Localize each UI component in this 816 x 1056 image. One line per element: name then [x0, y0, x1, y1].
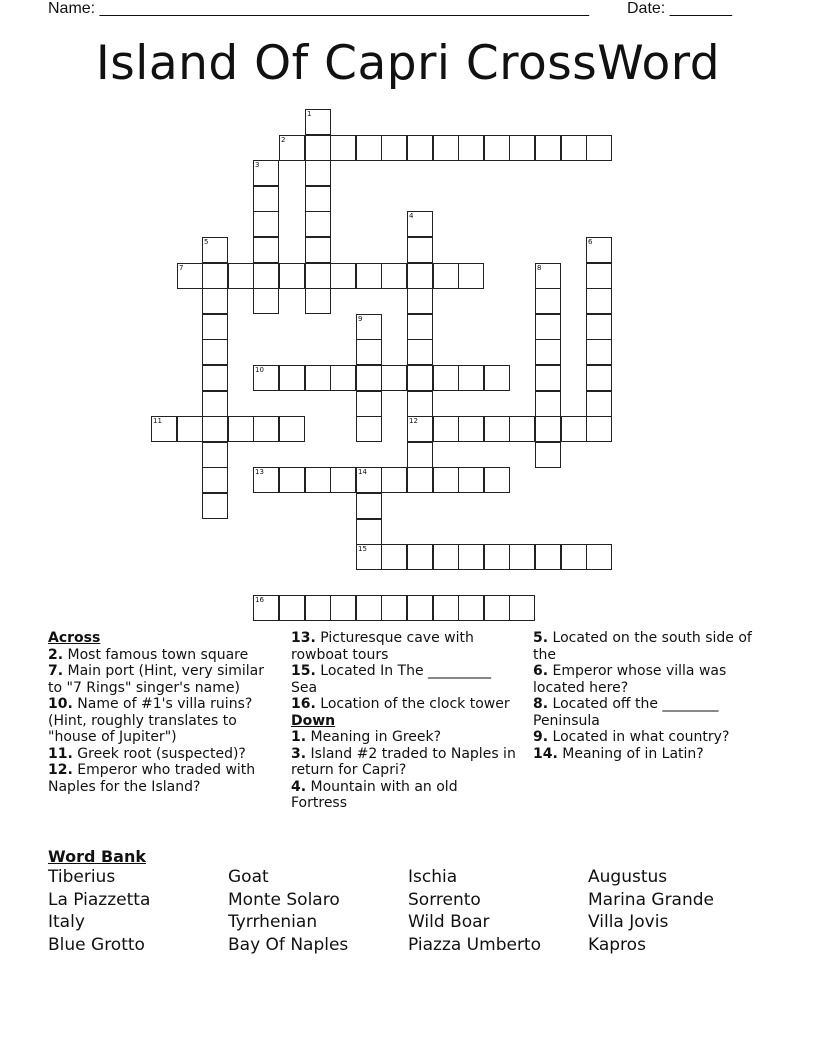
- crossword-cell[interactable]: [586, 288, 612, 314]
- clues-column-2: [291, 630, 516, 812]
- cell-number: 5: [204, 238, 209, 246]
- clue-across-15: 15. Located In The _________ Sea: [291, 663, 492, 696]
- crossword-cell[interactable]: [305, 237, 331, 263]
- cell-number: 3: [255, 161, 260, 169]
- crossword-cell[interactable]: [330, 135, 356, 161]
- crossword-cell[interactable]: [535, 391, 561, 417]
- cell-number: 9: [358, 315, 363, 323]
- word-bank-item: Tiberius: [48, 867, 116, 887]
- crossword-cell[interactable]: [202, 288, 228, 314]
- crossword-cell[interactable]: [305, 109, 331, 135]
- crossword-cell[interactable]: [202, 237, 228, 263]
- clues-column-3: [533, 630, 758, 762]
- crossword-cell[interactable]: [177, 416, 203, 442]
- crossword-cell[interactable]: [509, 135, 535, 161]
- crossword-cell[interactable]: [407, 211, 433, 237]
- clue-across-16: 16. Location of the clock tower: [291, 696, 510, 712]
- word-bank-item: Marina Grande: [588, 889, 714, 910]
- crossword-cell[interactable]: [407, 467, 433, 493]
- crossword-cell[interactable]: [535, 135, 561, 161]
- crossword-cell[interactable]: [356, 493, 382, 519]
- crossword-cell[interactable]: [253, 416, 279, 442]
- crossword-cell[interactable]: [279, 467, 305, 493]
- word-bank-item: Wild Boar: [408, 912, 490, 933]
- cell-number: 10: [255, 366, 264, 374]
- word-bank-item: Blue Grotto: [48, 934, 145, 955]
- word-bank-column-4: [588, 866, 714, 956]
- crossword-cell[interactable]: [381, 544, 407, 570]
- cell-number: 4: [409, 212, 414, 220]
- crossword-cell[interactable]: [535, 263, 561, 289]
- crossword-cell[interactable]: [253, 237, 279, 263]
- crossword-cell[interactable]: [202, 416, 228, 442]
- crossword-cell[interactable]: [484, 365, 510, 391]
- clue-across-10: 10. Name of #1's villa ruins? (Hint, roughly translates to "house of Jupiter"): [48, 696, 253, 745]
- crossword-cell[interactable]: [586, 237, 612, 263]
- clue-down-4: 4. Mountain with an old Fortress: [291, 778, 458, 811]
- crossword-cell[interactable]: [381, 595, 407, 621]
- crossword-cell[interactable]: [356, 595, 382, 621]
- crossword-cell[interactable]: [407, 544, 433, 570]
- crossword-cell[interactable]: [407, 416, 433, 442]
- crossword-cell[interactable]: [458, 544, 484, 570]
- crossword-cell[interactable]: [151, 416, 177, 442]
- crossword-cell[interactable]: [202, 493, 228, 519]
- crossword-cell[interactable]: [433, 135, 459, 161]
- crossword-cell[interactable]: [177, 263, 203, 289]
- crossword-cell[interactable]: [279, 416, 305, 442]
- word-bank-item: Tyrrhenian: [228, 912, 318, 933]
- word-bank-item: La Piazzetta: [48, 889, 151, 910]
- crossword-cell[interactable]: [561, 544, 587, 570]
- crossword-cell[interactable]: [381, 263, 407, 289]
- crossword-cell[interactable]: [407, 391, 433, 417]
- crossword-cell[interactable]: [458, 263, 484, 289]
- crossword-cell[interactable]: [381, 467, 407, 493]
- crossword-cell[interactable]: [330, 595, 356, 621]
- crossword-cell[interactable]: [484, 416, 510, 442]
- page-title: Island Of Capri CrossWord: [95, 36, 721, 91]
- crossword-cell[interactable]: [535, 544, 561, 570]
- word-bank-item: Piazza Umberto: [408, 934, 541, 955]
- crossword-cell[interactable]: [305, 186, 331, 212]
- crossword-cell[interactable]: [586, 135, 612, 161]
- cell-number: 6: [588, 238, 593, 246]
- crossword-cell[interactable]: [407, 595, 433, 621]
- crossword-cell[interactable]: [381, 135, 407, 161]
- crossword-cell[interactable]: [253, 467, 279, 493]
- crossword-cell[interactable]: [586, 263, 612, 289]
- crossword-cell[interactable]: [484, 544, 510, 570]
- crossword-cell[interactable]: [458, 416, 484, 442]
- crossword-cell[interactable]: [458, 365, 484, 391]
- word-bank-column-3: [408, 866, 541, 956]
- crossword-cell[interactable]: [253, 288, 279, 314]
- crossword-cell[interactable]: [202, 467, 228, 493]
- clue-down-6: 6. Emperor whose villa was located here?: [533, 663, 727, 696]
- clue-down-3: 3. Island #2 traded to Naples in return for Capri?: [291, 745, 516, 778]
- crossword-cell[interactable]: [356, 416, 382, 442]
- crossword-cell[interactable]: [228, 416, 254, 442]
- crossword-cell[interactable]: [535, 314, 561, 340]
- crossword-cell[interactable]: [407, 135, 433, 161]
- crossword-cell[interactable]: [586, 314, 612, 340]
- crossword-cell[interactable]: [535, 416, 561, 442]
- crossword-cell[interactable]: [561, 416, 587, 442]
- crossword-cell[interactable]: [330, 263, 356, 289]
- cell-number: 13: [255, 468, 264, 476]
- crossword-cell[interactable]: [253, 211, 279, 237]
- crossword-cell[interactable]: [509, 416, 535, 442]
- crossword-cell[interactable]: [356, 365, 382, 391]
- date-field[interactable]: Date: _______: [627, 0, 732, 17]
- crossword-cell[interactable]: [202, 365, 228, 391]
- across-heading: Across: [48, 630, 101, 646]
- crossword-cell[interactable]: [535, 288, 561, 314]
- crossword-cell[interactable]: [253, 186, 279, 212]
- header: [48, 0, 748, 20]
- word-bank-item: Italy: [48, 912, 85, 933]
- crossword-cell[interactable]: [407, 288, 433, 314]
- crossword-cell[interactable]: [535, 339, 561, 365]
- clue-across-13: 13. Picturesque cave with rowboat tours: [291, 630, 474, 663]
- crossword-cell[interactable]: [509, 595, 535, 621]
- word-bank-item: Kapros: [588, 934, 646, 955]
- name-field[interactable]: Name: _______________________________________________________: [48, 0, 589, 17]
- crossword-cell[interactable]: [433, 544, 459, 570]
- crossword-cell[interactable]: [458, 467, 484, 493]
- crossword-cell[interactable]: [433, 467, 459, 493]
- clue-across-11: 11. Greek root (suspected)?: [48, 745, 246, 762]
- crossword-cell[interactable]: [305, 288, 331, 314]
- crossword-cell[interactable]: [330, 365, 356, 391]
- crossword-cell[interactable]: [433, 365, 459, 391]
- crossword-cell[interactable]: [305, 135, 331, 161]
- crossword-cell[interactable]: [305, 365, 331, 391]
- crossword-cell[interactable]: [305, 595, 331, 621]
- cell-number: 7: [179, 264, 184, 272]
- crossword-cell[interactable]: [279, 595, 305, 621]
- clue-across-2: 2. Most famous town square: [48, 646, 249, 663]
- crossword-cell[interactable]: [407, 442, 433, 468]
- clue-down-8: 8. Located off the ________ Peninsula: [533, 696, 719, 729]
- crossword-cell[interactable]: [535, 442, 561, 468]
- cell-number: 14: [358, 468, 367, 476]
- crossword-cell[interactable]: [484, 467, 510, 493]
- cell-number: 1: [307, 110, 312, 118]
- crossword-cell[interactable]: [407, 339, 433, 365]
- crossword-cell[interactable]: [407, 263, 433, 289]
- crossword-cell[interactable]: [586, 391, 612, 417]
- crossword-cell[interactable]: [330, 467, 356, 493]
- cell-number: 8: [537, 264, 542, 272]
- word-bank-item: Bay Of Naples: [228, 934, 349, 955]
- word-bank-item: Ischia: [408, 867, 458, 887]
- crossword-cell[interactable]: [484, 135, 510, 161]
- crossword-cell[interactable]: [458, 135, 484, 161]
- crossword-cell[interactable]: [356, 391, 382, 417]
- crossword-cell[interactable]: [356, 339, 382, 365]
- word-bank-item: Villa Jovis: [588, 912, 669, 933]
- crossword-cell[interactable]: [407, 365, 433, 391]
- crossword-cell[interactable]: [407, 314, 433, 340]
- crossword-cell[interactable]: [253, 160, 279, 186]
- crossword-cell[interactable]: [381, 365, 407, 391]
- crossword-cell[interactable]: [586, 416, 612, 442]
- crossword-cell[interactable]: [433, 416, 459, 442]
- cell-number: 2: [281, 136, 286, 144]
- crossword-cell[interactable]: [228, 263, 254, 289]
- word-bank-column-2: [228, 866, 348, 956]
- clue-down-1: 1. Meaning in Greek?: [291, 729, 442, 745]
- crossword-cell[interactable]: [202, 339, 228, 365]
- crossword-cell[interactable]: [253, 263, 279, 289]
- clue-down-9: 9. Located in what country?: [533, 729, 730, 745]
- crossword-cell[interactable]: [305, 211, 331, 237]
- crossword-cell[interactable]: [356, 544, 382, 570]
- word-bank-item: Monte Solaro: [228, 889, 340, 910]
- crossword-cell[interactable]: [202, 391, 228, 417]
- crossword-cell[interactable]: [586, 544, 612, 570]
- word-bank-item: Augustus: [588, 867, 668, 887]
- crossword-cell[interactable]: [561, 135, 587, 161]
- down-heading: Down: [291, 712, 336, 729]
- crossword-cell[interactable]: [279, 135, 305, 161]
- crossword-cell[interactable]: [279, 263, 305, 289]
- clue-across-12: 12. Emperor who traded with Naples for the Island?: [48, 762, 256, 795]
- clue-across-7: 7. Main port (Hint, very similar to "7 Rings" singer's name): [48, 663, 265, 696]
- word-bank-item: Sorrento: [408, 889, 481, 910]
- word-bank-heading: Word Bank: [48, 847, 147, 866]
- word-bank-column-1: [48, 866, 150, 956]
- crossword-cell[interactable]: [253, 365, 279, 391]
- crossword-cell[interactable]: [586, 365, 612, 391]
- crossword-cell[interactable]: [535, 365, 561, 391]
- cell-number: 15: [358, 545, 367, 553]
- crossword-cell[interactable]: [202, 442, 228, 468]
- crossword-cell[interactable]: [433, 595, 459, 621]
- crossword-cell[interactable]: [202, 263, 228, 289]
- crossword-cell[interactable]: [356, 135, 382, 161]
- crossword-cell[interactable]: [305, 160, 331, 186]
- crossword-cell[interactable]: [356, 263, 382, 289]
- crossword-cell[interactable]: [305, 263, 331, 289]
- crossword-cell[interactable]: [509, 544, 535, 570]
- crossword-cell[interactable]: [279, 365, 305, 391]
- crossword-cell[interactable]: [586, 339, 612, 365]
- cell-number: 12: [409, 417, 418, 425]
- cell-number: 11: [153, 417, 162, 425]
- crossword-cell[interactable]: [356, 519, 382, 545]
- crossword-cell[interactable]: [305, 467, 331, 493]
- cell-number: 16: [255, 596, 264, 604]
- crossword-cell[interactable]: [433, 263, 459, 289]
- crossword-cell[interactable]: [356, 467, 382, 493]
- crossword-cell[interactable]: [253, 595, 279, 621]
- crossword-cell[interactable]: [356, 314, 382, 340]
- crossword-cell[interactable]: [407, 237, 433, 263]
- clue-down-14: 14. Meaning of in Latin?: [533, 745, 704, 762]
- clue-down-5: 5. Located on the south side of the: [533, 630, 752, 663]
- clues-column-1: [48, 630, 273, 795]
- crossword-cell[interactable]: [484, 595, 510, 621]
- word-bank-item: Goat: [228, 867, 269, 887]
- crossword-cell[interactable]: [458, 595, 484, 621]
- crossword-cell[interactable]: [202, 314, 228, 340]
